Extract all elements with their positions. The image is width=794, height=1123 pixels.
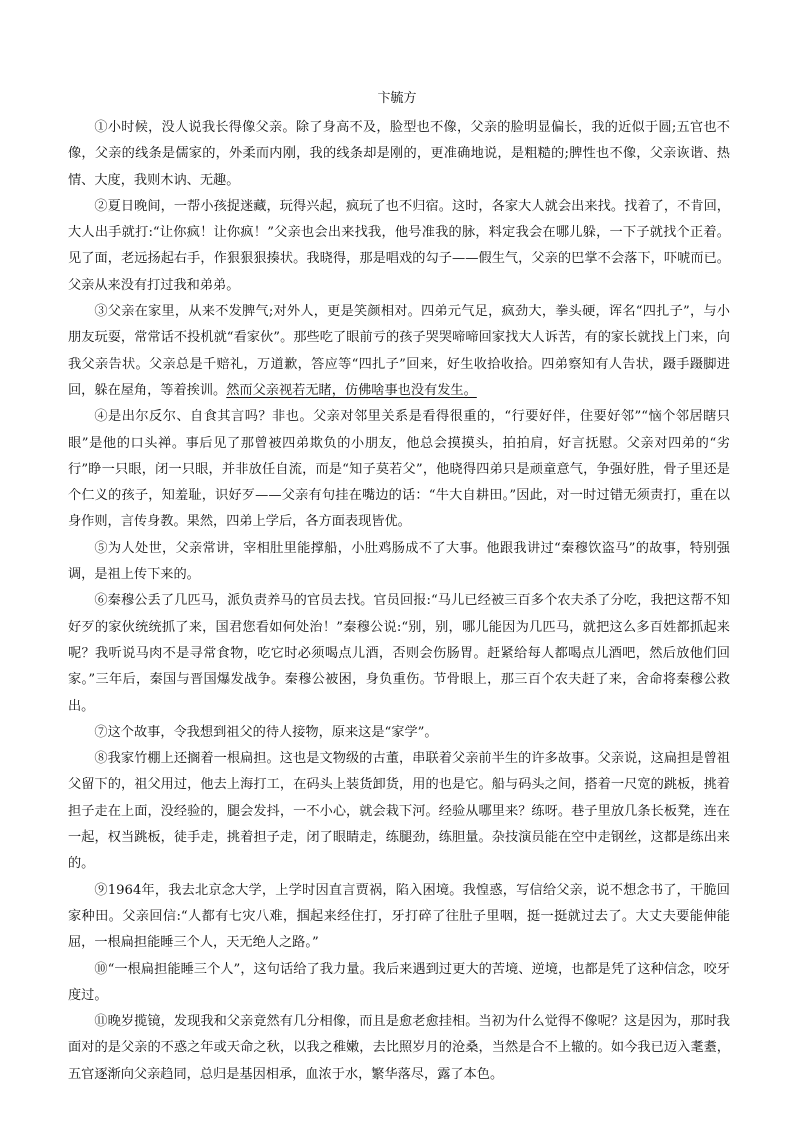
- article-body: [68, 115, 730, 1088]
- paragraph-text: ⑨1964年，我去北京念大学，上学时因直言贾祸，陷入困境。我惶惑，写信给父亲，说不想念书了，干脆回家种田。父亲回信:“人都有七灾八难，掴起来经住打，牙打碎了往肚子里咽，挺一挺就过去了。大丈夫要能伸能屈，一根扁担能睡三个人，天无绝人之路。”: [68, 882, 730, 951]
- paragraph-text: ①小时候，没人说我长得像父亲。除了身高不及，脸型也不像，父亲的脸明显偏长，我的近似于圆;五官也不像，父亲的线条是儒家的，外柔而内刚，我的线条却是刚的，更准确地说，是粗糙的;脾性也不像，父亲诙谐、热情、大度，我则木讷、无趣。: [68, 120, 730, 188]
- paragraph-10: [68, 957, 730, 1010]
- paragraph-text: ②夏日晚间，一帮小孩捉迷藏，玩得兴起，疯玩了也不归宿。这时，各家大人就会出来找。找着了，不肯回，大人出手就打:“让你疯！让你疯！”父亲也会出来找我，他号准我的脉，料定我会在哪儿躲，一下子就找个正着。见了面，老远扬起右手，作狠狠狠揍状。我晓得，那是唱戏的勾子——假生气，父亲的巴掌不会落下，吓唬而已。父亲从来没有打过我和弟弟。: [68, 198, 730, 293]
- paragraph-11: [68, 1009, 730, 1088]
- paragraph-text: ⑪晚岁揽镜，发现我和父亲竟然有几分相像，而且是愈老愈挂相。当初为什么觉得不像呢？这是因为，那时我面对的是父亲的不惑之年或天命之秋，以我之稚嫩，去比照岁月的沧桑，当然是合不上辙的。如今我已迈入耄耋，五官逐渐向父亲趋同，总归是基因相承，血浓于水，繁华落尽，露了本色。: [68, 1014, 730, 1082]
- paragraph-1: [68, 115, 730, 194]
- paragraph-8: [68, 746, 730, 877]
- paragraph-7: [68, 720, 730, 746]
- underlined-sentence: 然而父亲视若无睹，仿佛啥事也没有发生。: [226, 382, 477, 398]
- paragraph-text: ⑤为人处世，父亲常讲，宰相肚里能撑船，小肚鸡肠成不了大事。他跟我讲过“秦穆饮盗马”的故事，特别强调，是祖上传下来的。: [68, 540, 730, 583]
- paragraph-6: [68, 588, 730, 719]
- paragraph-text: ③父亲在家里，从来不发脾气;对外人，更是笑颜相对。四弟元气足，疯劲大，拳头硬，诨名“四扎子”，与小朋友玩耍，常常话不投机就“看家伙”。那些吃了眼前亏的孩子哭哭啼啼回家找大人诉苦，有的家长就找上门来，向我父亲告状。父亲总是千赔礼，万道歉，答应等“四扎子”回来，好生收拾收拾。四弟察知有人告状，蹑手蹑脚进回，躲在屋角，等着挨训。: [68, 304, 730, 398]
- paragraph-text: ⑩“一根扁担能睡三个人”，这句话给了我力量。我后来遇到过更大的苦境、逆境，也都是凭了这种信念，咬牙度过。: [68, 961, 730, 1003]
- paragraph-text: ⑦这个故事，令我想到祖父的待人接物，原来这是“家学”。: [94, 724, 438, 740]
- paragraph-9: [68, 878, 730, 957]
- paragraph-3: [68, 299, 730, 404]
- paragraph-text: ⑥秦穆公丢了几匹马，派负责养马的官员去找。官员回报:“马儿已经被三百多个农夫杀了分吃，我把这帮不知好歹的家伙统统抓了来，国君您看如何处治！”秦穆公说:“别，别，哪儿能因为几匹马，就把这么多百姓都抓起来呢？我听说马肉不是寻常食物，吃它时必须喝点儿酒，否则会伤肠胃。赶紧给每人都喝点儿酒吧，然后放他们回家。”三年后，秦国与晋国爆发战争。秦穆公被困，身负重伤。节骨眼上，那三百个农夫赶了来，舍命将秦穆公救出。: [68, 593, 730, 714]
- paragraph-2: [68, 194, 730, 299]
- author-name: 卞毓方: [377, 91, 417, 106]
- paragraph-4: [68, 404, 730, 535]
- paragraph-5: [68, 536, 730, 589]
- paragraph-text: ⑧我家竹棚上还搁着一根扁担。这也是文物级的古董，串联着父亲前半生的许多故事。父亲说，这扁担是曾祖父留下的，祖父用过，他去上海打工，在码头上装货卸货，用的也是它。船与码头之间，搭着一尺宽的跳板，挑着担子走在上面，没经验的，腿会发抖，一不小心，就会栽下河。经验从哪里来？练呀。巷子里放几条长板凳，连在一起，权当跳板，徒手走，挑着担子走，闭了眼睛走，练腿劲，练胆量。杂技演员能在空中走钢丝，这都是练出来的。: [68, 751, 730, 872]
- paragraph-text: ④是出尔反尔、自食其言吗？非也。父亲对邻里关系是看得很重的，“行要好伴，住要好邻”“恼个邻居瞎只眼”是他的口头禅。事后见了那曾被四弟欺负的小朋友，他总会摸摸头，拍拍肩，好言抚慰。父亲对四弟的“劣行”睁一只眼，闭一只眼，并非放任自流，而是“知子莫若父”，他晓得四弟只是顽童意气，争强好胜，骨子里还是个仁义的孩子，知羞耻，识好歹——父亲有句挂在嘴边的话：“牛大自耕田。”因此，对一时过错无须责打，重在以身作则，言传身教。果然，四弟上学后，各方面表现皆优。: [68, 409, 730, 530]
